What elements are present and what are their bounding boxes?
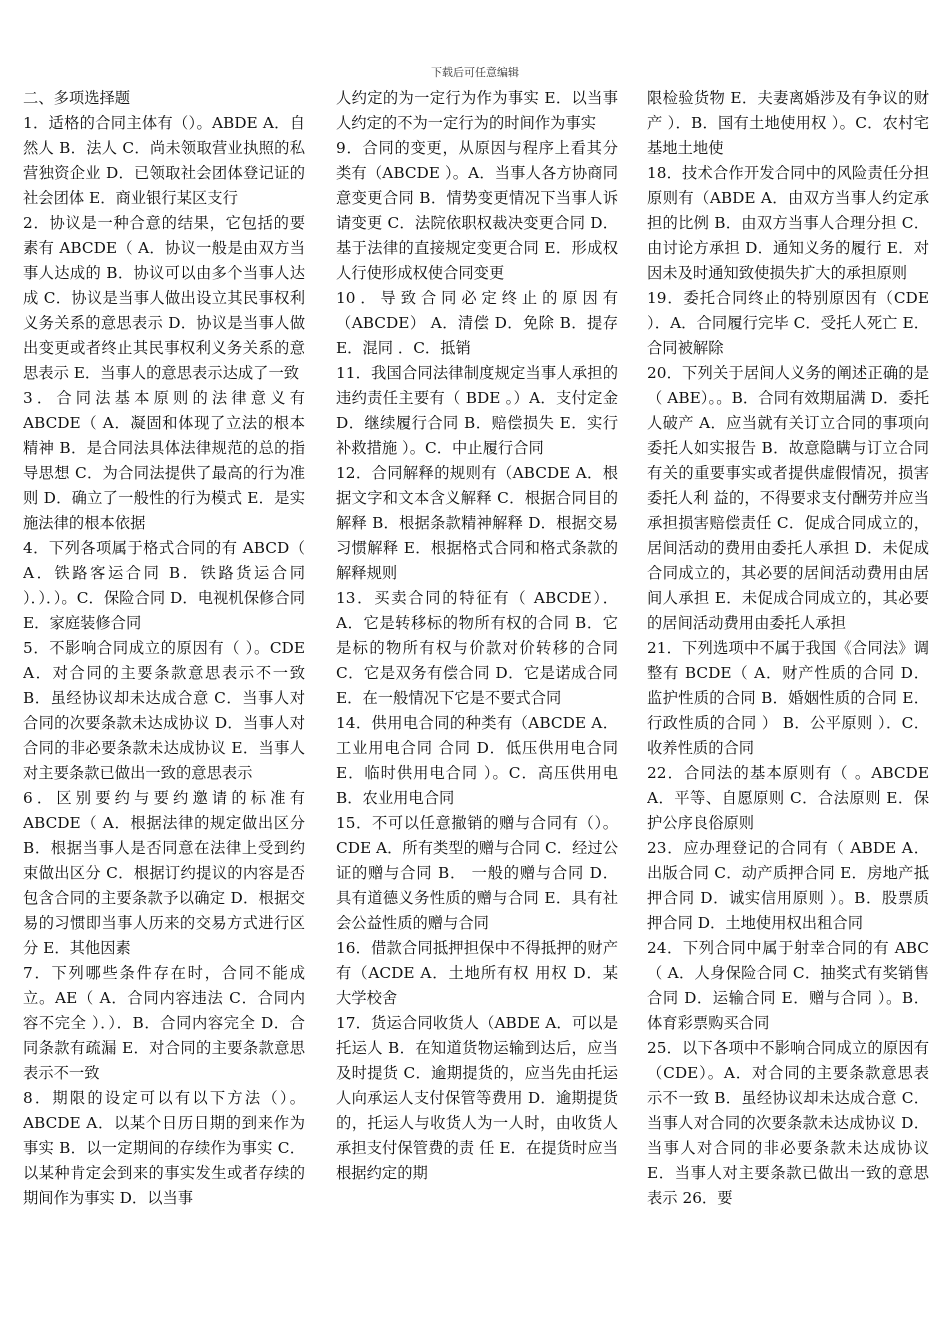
question-17-continued: 限检验货物 E．夫妻离婚涉及有争议的财产 ）．B．国有土地使用权 ）。C．农村宅基地土地使: [647, 89, 929, 157]
column-middle: [336, 86, 618, 1336]
question-7: 7．下列哪些条件存在时，合同不能成立。AE（ A．合同内容违法 C．合同内容不完全 ）．）．B．合同内容完全 D．合同条款有疏漏 E．对合同的主要条款意思表示不一致: [23, 964, 305, 1082]
question-25: 25．以下各项中不影响合同成立的原因有（CDE）。A．对合同的主要条款意思表示不一致 B．虽经协议却未达成合意 C．当事人对合同的次要条款未达成协议 D．当事人对合同的非必要条款未达成协议 E．当事人对主要条款已做出一致的意思表示 26．要: [647, 1039, 929, 1207]
page-header: 下载后可任意编辑: [431, 66, 519, 79]
question-8: 8．期限的设定可以有以下方法（）。ABCDE A．以某个日历日期的到来作为事实 B．以一定期间的存续作为事实 C．以某种肯定会到来的事实发生或者存续的期间作为事实 D．以当事: [23, 1089, 305, 1207]
question-24: 24．下列合同中属于射幸合同的有 ABC（ A．人身保险合同 C．抽奖式有奖销售合同 D．运输合同 E．赠与合同 ）。B．体育彩票购买合同: [647, 939, 929, 1032]
question-3: 3．合同法基本原则的法律意义有 ABCDE（ A．凝固和体现了立法的根本精神 B．是合同法具体法律规范的总的指导思想 C．为合同法提供了最高的行为准则 D．确立了一般性的行为模式 E．是实施法律的根本依据: [23, 389, 305, 532]
section-title: 二、多项选择题: [23, 89, 131, 107]
question-13: 13．买卖合同的特征有（ ABCDE）．A．它是转移标的物所有权的合同 B．它是标的物所有权与价款对价转移的合同 C．它是双务有偿合同 D．它是诺成合同 E．在一般情况下它是不要式合同: [336, 589, 618, 707]
question-11: 11．我国合同法律制度规定当事人承担的违约责任主要有（ BDE 。）A．支付定金 D．继续履行合同 B．赔偿损失 E．实行补救措施 ）。C．中止履行合同: [336, 364, 618, 457]
question-2: 2．协议是一种合意的结果，它包括的要素有 ABCDE（ A．协议一般是由双方当事人达成的 B．协议可以由多个当事人达成 C．协议是当事人做出设立其民事权利义务关系的意思表示 D．协议是当事人做出变更或者终止其民事权利义务关系的意思表示 E．当事人的意思表示达成了一致: [23, 214, 305, 382]
question-23: 23．应办理登记的合同有（ ABDE A．出版合同 C．动产质押合同 E．房地产抵押合同 D．诚实信用原则 ）。B．股票质押合同 D．土地使用权出租合同: [647, 839, 929, 932]
column-right: [647, 86, 929, 1336]
question-1: 1．适格的合同主体有（）。ABDE A．自然人 B．法人 C．尚未领取营业执照的私营独资企业 D．已领取社会团体登记证的社会团体 E．商业银行某区支行: [23, 114, 305, 207]
question-15: 15．不可以任意撤销的赠与合同有（）。CDE A．所有类型的赠与合同 C．经过公证的赠与合同 B． 一般的赠与合同 D． 具有道德义务性质的赠与合同 E．具有社会公益性质的赠与合同: [336, 814, 618, 932]
question-4: 4．下列各项属于格式合同的有 ABCD（ A．铁路客运合同 B．铁路货运合同 ）．）．）。C．保险合同 D．电视机保修合同 E．家庭装修合同: [23, 539, 305, 632]
question-6: 6．区别要约与要约邀请的标准有 ABCDE（ A．根据法律的规定做出区分 B．根据当事人是否同意在法律上受到约束做出区分 C．根据订约提议的内容是否包含合同的主要条款予以确定 D．根据交易的习惯即当事人历来的交易方式进行区分 E．其他因素: [23, 789, 305, 957]
question-10: 10．导致合同必定终止的原因有（ABCDE） A．清偿 D．免除 B．提存 E．混同 ．C．抵销: [336, 289, 618, 357]
question-17: 17．货运合同收货人（ABDE A．可以是托运人 B．在知道货物运输到达后，应当及时提货 C．逾期提货的，应当先由托运人向承运人支付保管等费用 D．逾期提货的，托运人与收货人为一人时，由收货人承担支付保管费的责 任 E．在提货时应当根据约定的期: [336, 1014, 618, 1182]
question-8-continued: 人约定的为一定行为作为事实 E．以当事人约定的不为一定行为的时间作为事实: [336, 89, 618, 132]
question-9: 9．合同的变更，从原因与程序上看其分类有（ABCDE ）。A．当事人各方协商同意变更合同 B．情势变更情况下当事人诉请变更 C．法院依职权裁决变更合同 D．基于法律的直接规定变更合同 E．形成权人行使形成权使合同变更: [336, 139, 618, 282]
question-5: 5．不影响合同成立的原因有（ ）。CDE A．对合同的主要条款意思表示不一致 B．虽经协议却未达成合意 C．当事人对合同的次要条款未达成协议 D．当事人对合同的非必要条款未达成协议 E．当事人对主要条款已做出一致的意思表示: [23, 639, 305, 782]
question-12: 12．合同解释的规则有（ABCDE A．根据文字和文本含义解释 C．根据合同目的解释 B．根据条款精神解释 D．根据交易习惯解释 E．根据格式合同和格式条款的解释规则: [336, 464, 618, 582]
question-18: 18．技术合作开发合同中的风险责任分担原则有（ABDE A．由双方当事人约定承担的比例 B．由双方当事人合理分担 C．由讨论方承担 D．通知义务的履行 E．对因未及时通知致使损失扩大的承担原则: [647, 164, 929, 282]
question-16: 16．借款合同抵押担保中不得抵押的财产有（ACDE A．土地所有权 用权 D．某大学校舍: [336, 939, 618, 1007]
question-14: 14．供用电合同的种类有（ABCDE A．工业用电合同 合同 D．低压供用电合同 E．临时供用电合同 ）。C．高压供用电 B．农业用电合同: [336, 714, 618, 807]
question-22: 22．合同法的基本原则有（ 。ABCDE A．平等、自愿原则 C．合法原则 E．保护公序良俗原则: [647, 764, 929, 832]
column-left: [23, 86, 305, 1336]
question-19: 19．委托合同终止的特别原因有（CDE ）．A．合同履行完毕 C．受托人死亡 E．合同被解除: [647, 289, 929, 357]
question-20: 20．下列关于居间人义务的阐述正确的是（ ABE）。。B．合同有效期届满 D．委托人破产 A．应当就有关订立合同的事项向委托人如实报告 B．故意隐瞒与订立合同有关的重要事实或者提供虚假情况，损害委托人利 益的，不得要求支付酬劳并应当承担损害赔偿责任 C．促成合同成立的，居间活动的费用由委托人承担 D．未促成合同成立的，其必要的居间活动费用由居间人承担 E．未促成合同成立的，其必要的居间活动费用由委托人承担: [647, 364, 929, 632]
question-21: 21．下列选项中不属于我国《合同法》调整有 BCDE（ A．财产性质的合同 D．监护性质的合同 B．婚姻性质的合同 E．行政性质的合同 ） B．公平原则 ）．C．收养性质的合同: [647, 639, 929, 757]
